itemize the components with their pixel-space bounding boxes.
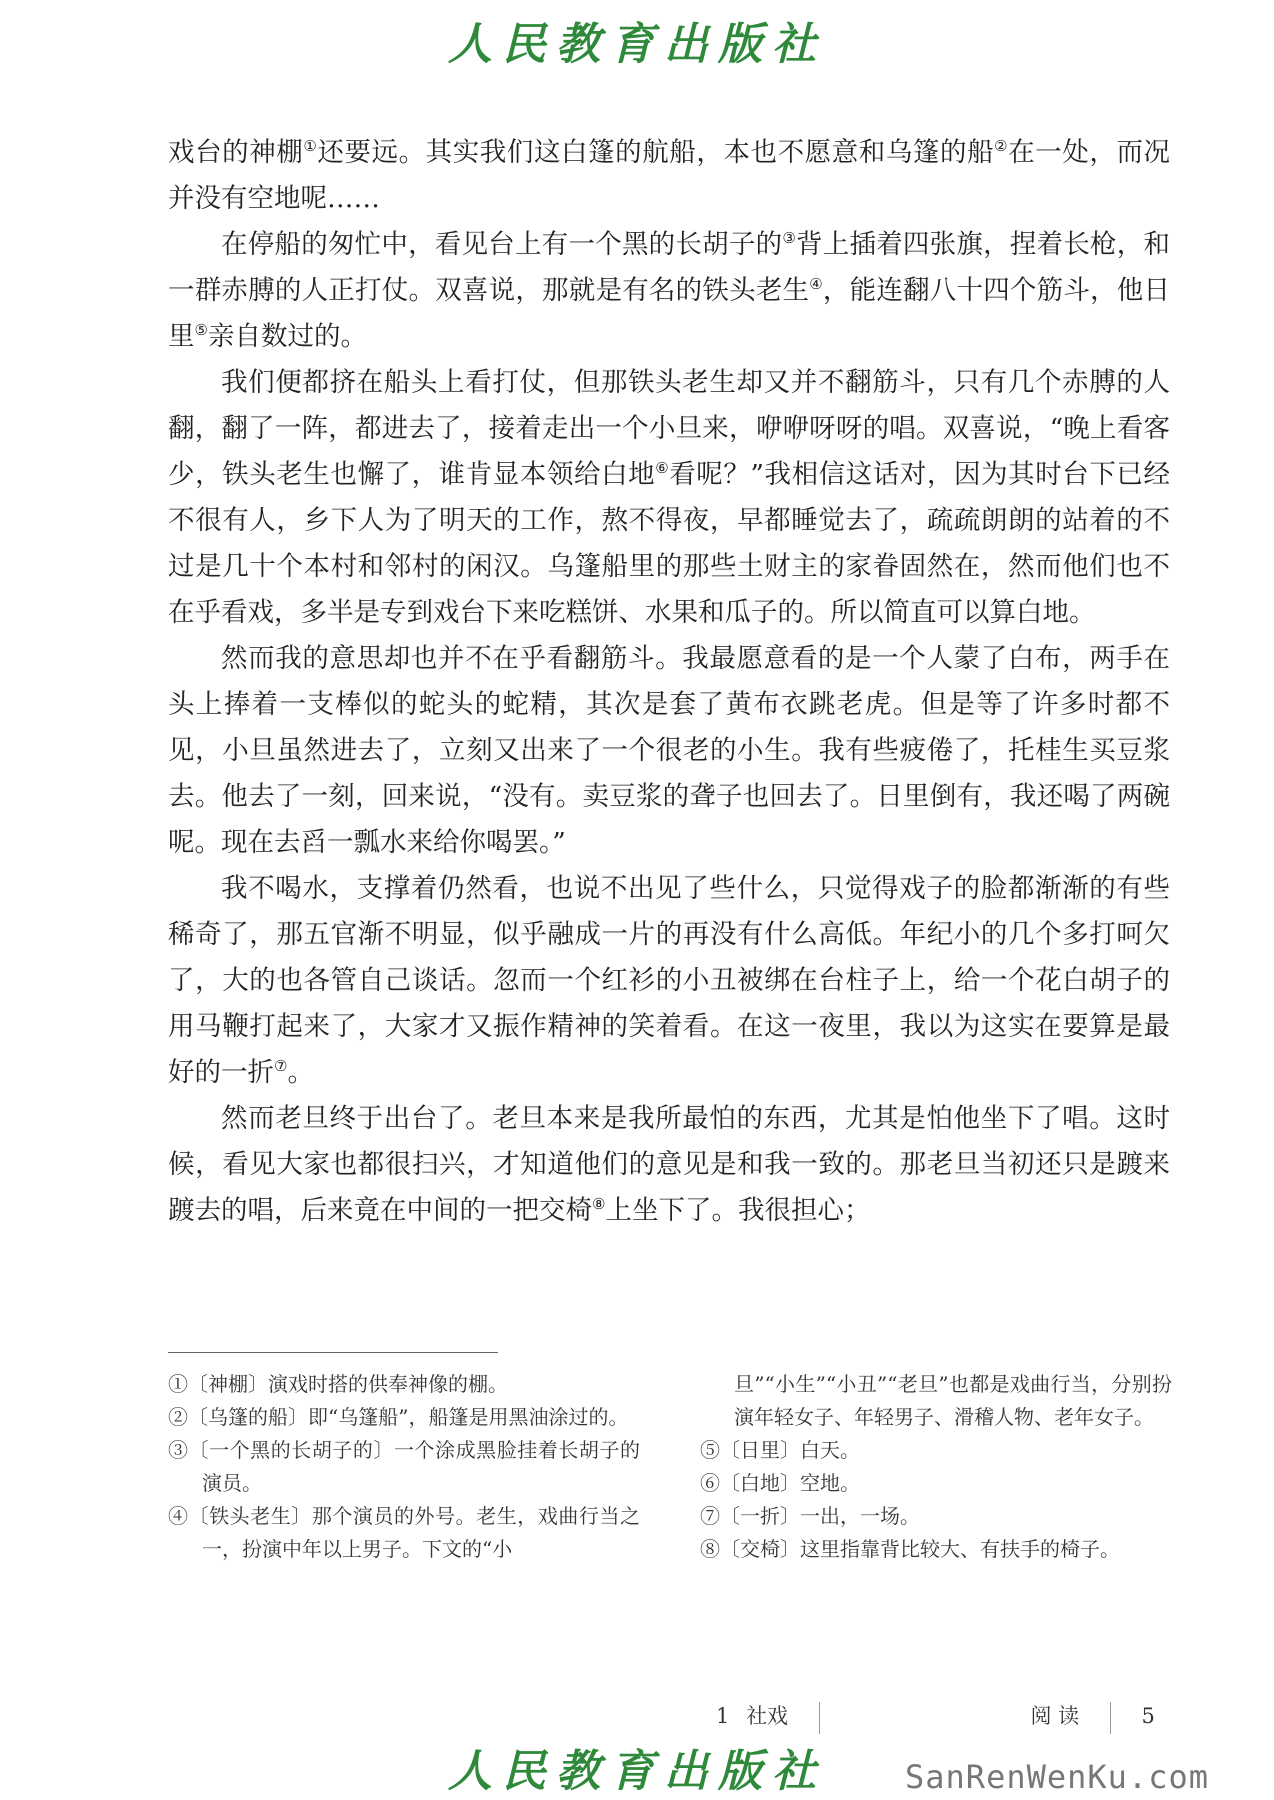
footnote-ref-5[interactable]: ⑤	[194, 321, 208, 339]
main-text	[168, 130, 1170, 1234]
footnote-divider	[168, 1352, 498, 1353]
footnote-3: ③〔一个黑的长胡子的〕一个涂成黑脸挂着长胡子的演员。	[168, 1438, 640, 1495]
lesson-title: 社戏	[746, 1704, 789, 1728]
footer-separator	[819, 1702, 820, 1734]
paragraph-1: 戏台的神棚①还要远。其实我们这白篷的航船，本也不愿意和乌篷的船②在一处，而况并没有空地呢……	[168, 137, 1171, 214]
footnote-ref-8[interactable]: ⑧	[592, 1195, 606, 1213]
footnote-1: ①〔神棚〕演戏时搭的供奉神像的棚。	[168, 1372, 508, 1396]
paragraph-6: 然而老旦终于出台了。老旦本来是我所最怕的东西，尤其是怕他坐下了唱。这时候，看见大家也都很扫兴，才知道他们的意见是和我一致的。那老旦当初还只是踱来踱去的唱，后来竟在中间的一把交椅⑧上坐下了。我很担心；	[168, 1103, 1170, 1226]
footnote-4-continued: 旦”“小生”“小丑”“老旦”也都是戏曲行当，分别扮演年轻女子、年轻男子、滑稽人物、老年女子。	[734, 1372, 1172, 1429]
footnotes-right-column	[700, 1368, 1172, 1566]
page-number: 5	[1141, 1704, 1155, 1728]
footnote-5: ⑤〔日里〕白天。	[700, 1438, 860, 1462]
watermark-text: SanRenWenKu.com	[905, 1758, 1209, 1796]
footnote-ref-4[interactable]: ④	[809, 275, 823, 293]
paragraph-2: 在停船的匆忙中，看见台上有一个黑的长胡子的③背上插着四张旗，捏着长枪，和一群赤膊的人正打仗。双喜说，那就是有名的铁头老生④，能连翻八十四个筋斗，他日里⑤亲自数过的。	[168, 229, 1171, 352]
footnotes-left-column	[168, 1368, 640, 1566]
footnote-ref-1[interactable]: ①	[303, 137, 318, 155]
footnote-ref-3[interactable]: ③	[782, 229, 797, 247]
page-footer	[716, 1700, 1155, 1734]
section-name: 阅 读	[1030, 1704, 1080, 1728]
footnote-7: ⑦〔一折〕一出，一场。	[700, 1504, 920, 1528]
footer-separator-2	[1110, 1702, 1111, 1734]
footnote-ref-6[interactable]: ⑥	[655, 459, 670, 477]
paragraph-4: 然而我的意思却也并不在乎看翻筋斗。我最愿意看的是一个人蒙了白布，两手在头上捧着一支棒似的蛇头的蛇精，其次是套了黄布衣跳老虎。但是等了许多时都不见，小旦虽然进去了，立刻又出来了一个很老的小生。我有些疲倦了，托桂生买豆浆去。他去了一刻，回来说，“没有。卖豆浆的聋子也回去了。日里倒有，我还喝了两碗呢。现在去舀一瓢水来给你喝罢。”	[168, 643, 1170, 858]
footnote-ref-7[interactable]: ⑦	[274, 1057, 288, 1075]
footnote-6: ⑥〔白地〕空地。	[700, 1471, 860, 1495]
publisher-logo-bottom: 人民教育出版社	[448, 1746, 826, 1797]
paragraph-3: 我们便都挤在船头上看打仗，但那铁头老生却又并不翻筋斗，只有几个赤膊的人翻，翻了一阵，都进去了，接着走出一个小旦来，咿咿呀呀的唱。双喜说，“晚上看客少，铁头老生也懈了，谁肯显本领给白地⑥看呢？”我相信这话对，因为其时台下已经不很有人，乡下人为了明天的工作，熬不得夜，早都睡觉去了，疏疏朗朗的站着的不过是几十个本村和邻村的闲汉。乌篷船里的那些土财主的家眷固然在，然而他们也不在乎看戏，多半是专到戏台下来吃糕饼、水果和瓜子的。所以简直可以算白地。	[168, 367, 1170, 628]
footnote-2: ②〔乌篷的船〕即“乌篷船”，船篷是用黑油涂过的。	[168, 1405, 629, 1429]
paragraph-5: 我不喝水，支撑着仍然看，也说不出见了些什么，只觉得戏子的脸都渐渐的有些稀奇了，那五官渐不明显，似乎融成一片的再没有什么高低。年纪小的几个多打呵欠了，大的也各管自己谈话。忽而一个红衫的小丑被绑在台柱子上，给一个花白胡子的用马鞭打起来了，大家才又振作精神的笑着看。在这一夜里，我以为这实在要算是最好的一折⑦。	[168, 873, 1170, 1088]
lesson-number: 1	[716, 1704, 730, 1728]
footnote-ref-2[interactable]: ②	[994, 137, 1009, 155]
publisher-logo-top: 人民教育出版社	[448, 19, 826, 70]
footnote-8: ⑧〔交椅〕这里指靠背比较大、有扶手的椅子。	[700, 1537, 1120, 1561]
footnote-4: ④〔铁头老生〕那个演员的外号。老生，戏曲行当之一，扮演中年以上男子。下文的“小	[168, 1504, 640, 1561]
